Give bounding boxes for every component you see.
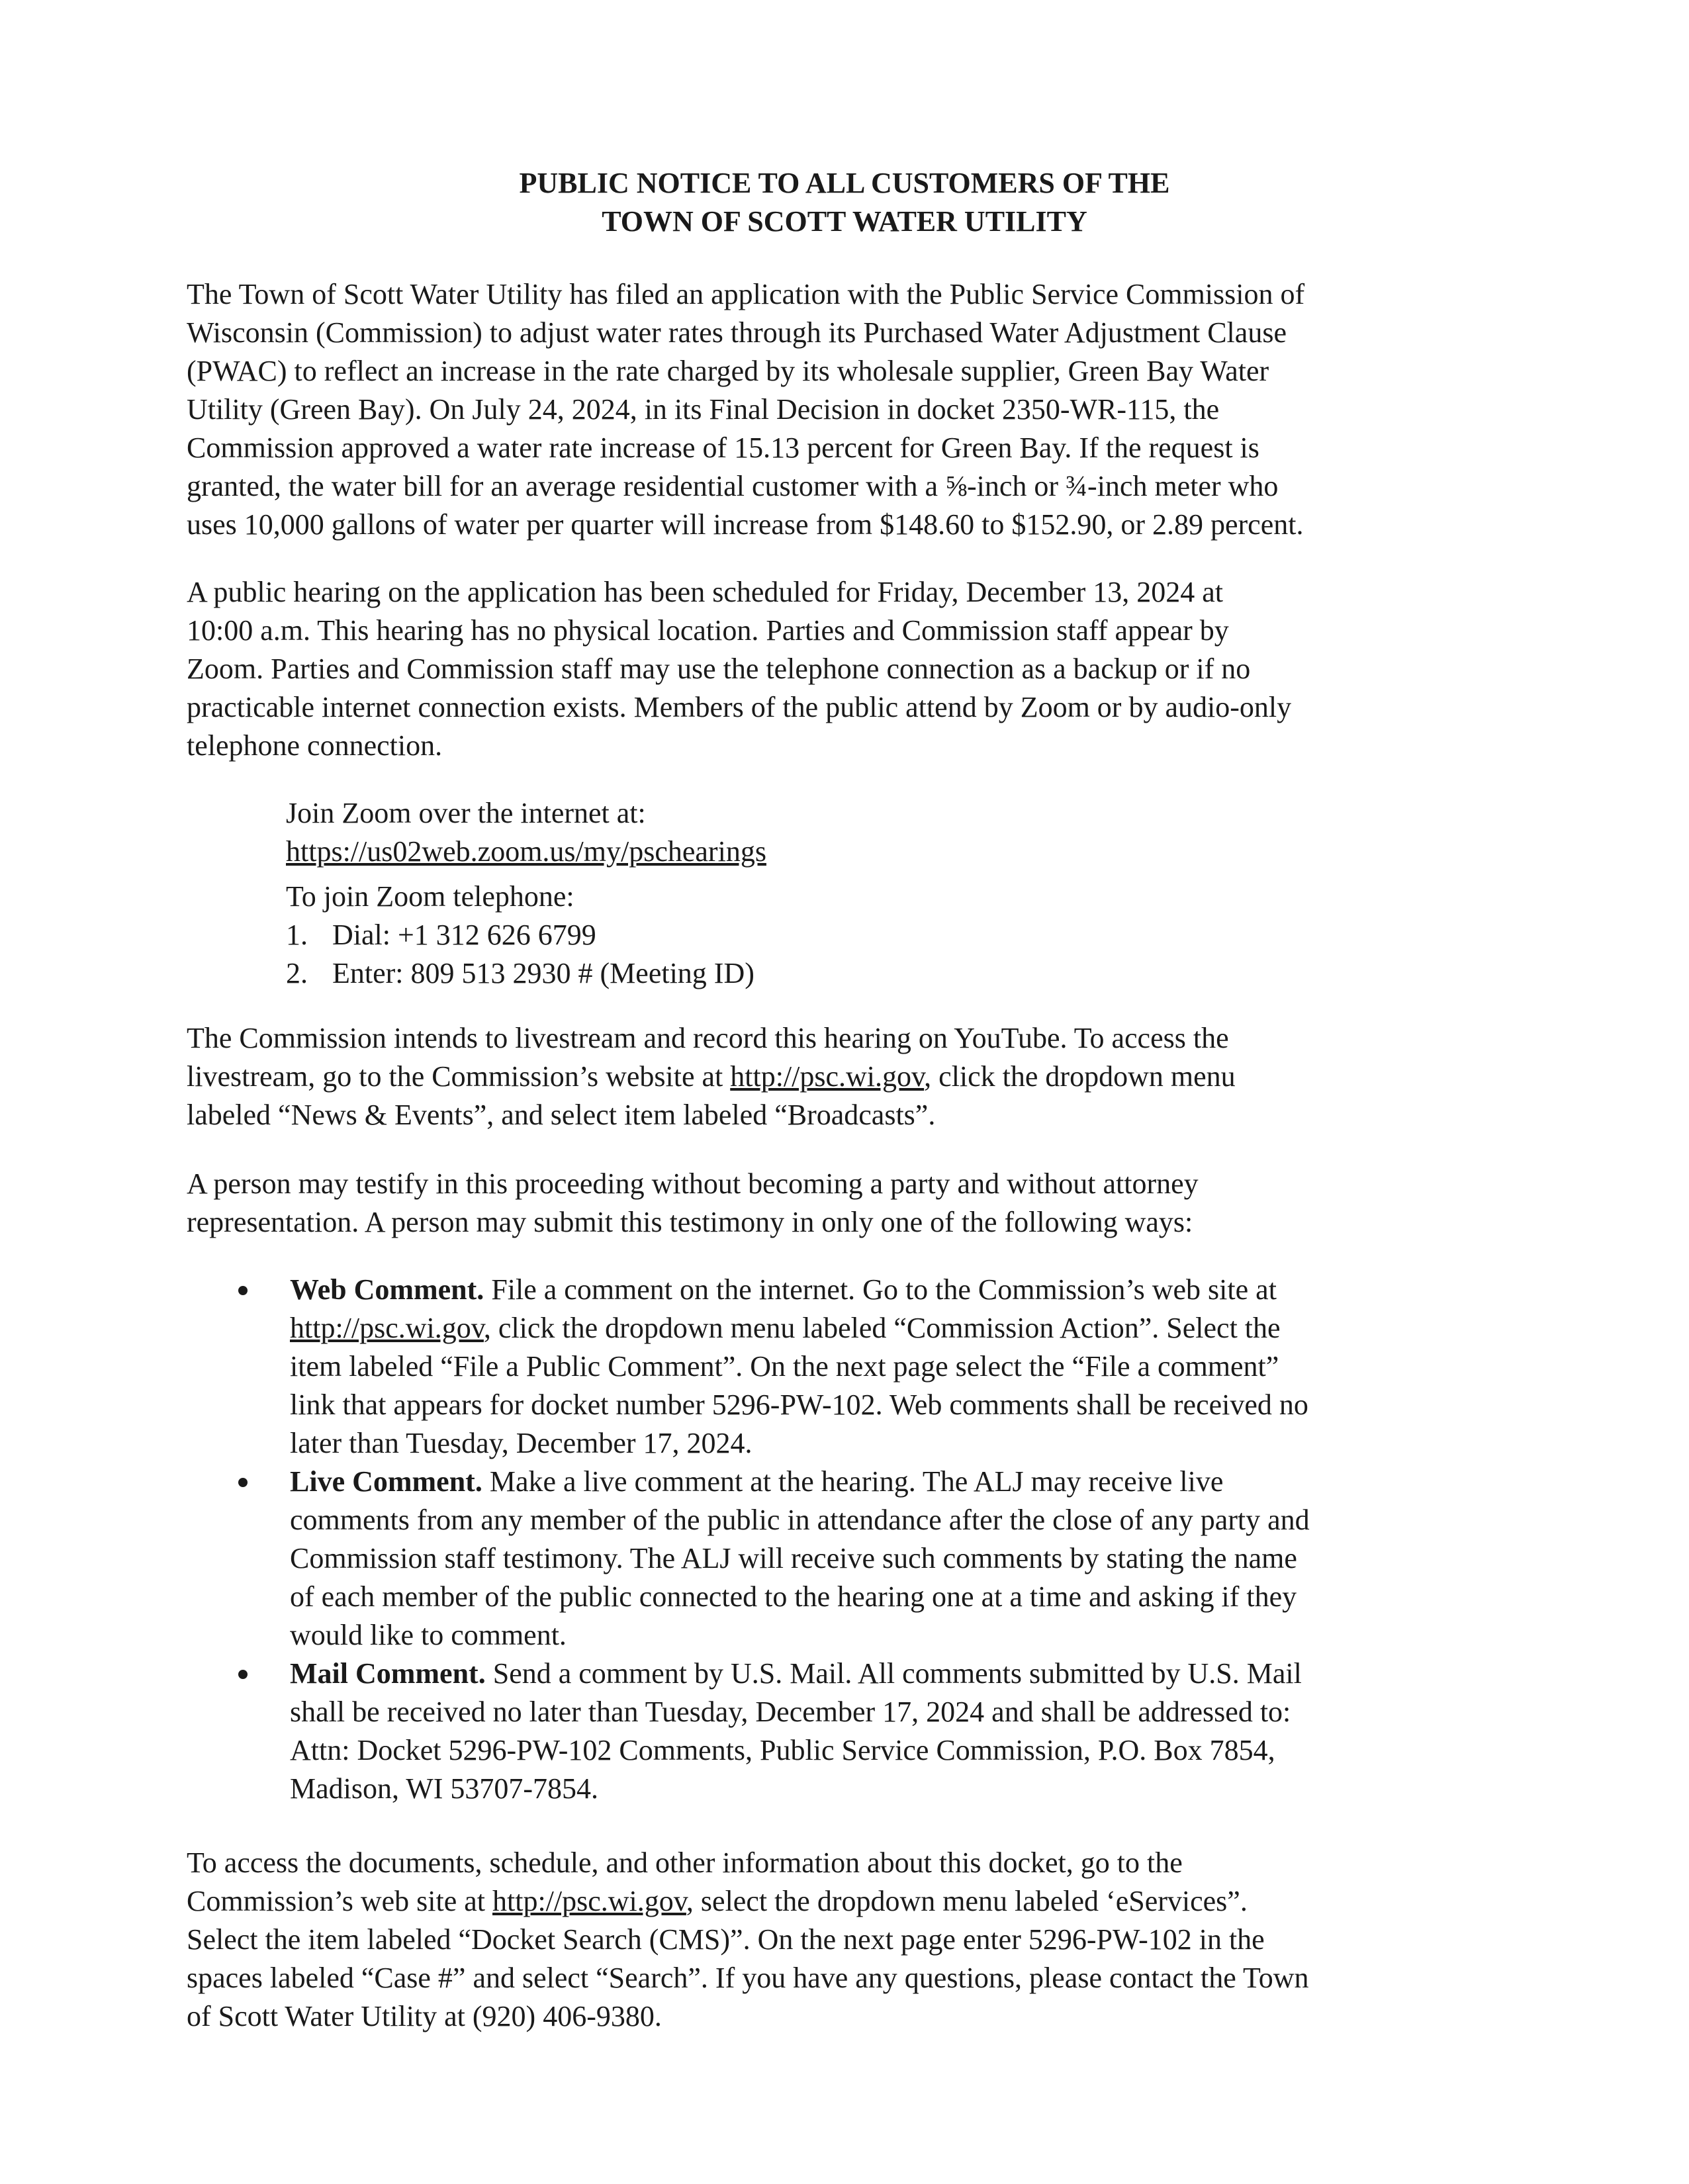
list-item-live-comment: [236, 1463, 1493, 1655]
zoom-internet-block: [286, 794, 1477, 871]
text-line: (PWAC) to reflect an increase in the rate charged by its wholesale supplier, Green Bay Water: [187, 355, 1269, 387]
bullet-label: Web Comment.: [290, 1273, 484, 1306]
text-line: practicable internet connection exists. Members of the public attend by Zoom or by audio-only: [187, 691, 1292, 723]
text-line: telephone connection.: [187, 729, 443, 762]
paragraph-application: [187, 275, 1484, 544]
text-line: [187, 1882, 1484, 1921]
text-fragment: , select the dropdown menu labeled ‘eServices”.: [686, 1885, 1248, 1917]
text-line: A person may testify in this proceeding without becoming a party and without attorney: [187, 1167, 1199, 1200]
text-line: A public hearing on the application has been scheduled for Friday, December 13, 2024 at: [187, 576, 1223, 608]
text-fragment: Make a live comment at the hearing. The ALJ may receive live: [482, 1465, 1224, 1498]
text-fragment: File a comment on the internet. Go to the Commission’s web site at: [484, 1273, 1277, 1306]
bullet-label: Live Comment.: [290, 1465, 482, 1498]
enter-step: [286, 954, 1477, 993]
text-fragment: , click the dropdown menu labeled “Commission Action”. Select the: [483, 1312, 1281, 1344]
text-line: Zoom. Parties and Commission staff may use the telephone connection as a backup or if no: [187, 653, 1251, 685]
text-line: uses 10,000 gallons of water per quarter will increase from $148.60 to $152.90, or 2.89 percent.: [187, 508, 1304, 541]
list-item-mail-comment: [236, 1655, 1493, 1808]
zoom-join-link[interactable]: https://us02web.zoom.us/my/pschearings: [286, 835, 766, 868]
paragraph-testify: [187, 1165, 1484, 1242]
zoom-join-label: Join Zoom over the internet at:: [286, 797, 646, 829]
psc-website-link[interactable]: http://psc.wi.gov: [492, 1885, 686, 1917]
psc-website-link[interactable]: http://psc.wi.gov: [730, 1060, 925, 1093]
notice-title: [0, 164, 1689, 241]
text-line: Attn: Docket 5296-PW-102 Comments, Public Service Commission, P.O. Box 7854,: [290, 1734, 1275, 1766]
text-line: Madison, WI 53707-7854.: [290, 1772, 599, 1805]
text-line: of each member of the public connected to the hearing one at a time and asking if they: [290, 1580, 1297, 1613]
psc-website-link[interactable]: http://psc.wi.gov: [290, 1312, 484, 1344]
dial-number: Dial: +1 312 626 6799: [332, 919, 596, 951]
text-line: labeled “News & Events”, and select item labeled “Broadcasts”.: [187, 1099, 936, 1131]
text-line: comments from any member of the public in attendance after the close of any party and: [290, 1504, 1310, 1536]
text-line: representation. A person may submit this testimony in only one of the following ways:: [187, 1206, 1193, 1238]
text-line: Commission approved a water rate increase of 15.13 percent for Green Bay. If the request is: [187, 432, 1259, 464]
text-line: link that appears for docket number 5296-PW-102. Web comments shall be received no: [290, 1388, 1308, 1421]
zoom-phone-label: To join Zoom telephone:: [286, 880, 574, 913]
text-line: item labeled “File a Public Comment”. On the next page select the “File a comment”: [290, 1350, 1279, 1383]
text-fragment: livestream, go to the Commission’s website at: [187, 1060, 731, 1093]
step-number: 1.: [286, 919, 308, 951]
text-line: 10:00 a.m. This hearing has no physical location. Parties and Commission staff appear by: [187, 614, 1229, 647]
text-line: Select the item labeled “Docket Search (CMS)”. On the next page enter 5296-PW-102 in the: [187, 1923, 1265, 1956]
text-line: later than Tuesday, December 17, 2024.: [290, 1427, 753, 1459]
zoom-telephone-block: [286, 878, 1477, 993]
text-line: The Town of Scott Water Utility has filed an application with the Public Service Commission of: [187, 278, 1305, 310]
list-item-web-comment: [236, 1271, 1493, 1463]
text-line: would like to comment.: [290, 1619, 567, 1651]
title-line-2: TOWN OF SCOTT WATER UTILITY: [602, 205, 1087, 238]
text-line: of Scott Water Utility at (920) 406-9380.: [187, 2000, 662, 2032]
text-line: The Commission intends to livestream and record this hearing on YouTube. To access the: [187, 1022, 1229, 1054]
text-line: [187, 1058, 1484, 1096]
text-fragment: Send a comment by U.S. Mail. All comments submitted by U.S. Mail: [485, 1657, 1302, 1690]
bullet-icon: [238, 1286, 248, 1295]
bullet-icon: [238, 1670, 248, 1679]
meeting-id: Enter: 809 513 2930 # (Meeting ID): [332, 957, 754, 989]
bullet-icon: [238, 1478, 248, 1487]
bullet-label: Mail Comment.: [290, 1657, 486, 1690]
text-fragment: Commission’s web site at: [187, 1885, 492, 1917]
text-line: To access the documents, schedule, and other information about this docket, go to the: [187, 1846, 1183, 1879]
paragraph-docket-access: [187, 1844, 1484, 2036]
text-line: Utility (Green Bay). On July 24, 2024, in its Final Decision in docket 2350-WR-115, the: [187, 393, 1220, 426]
text-line: Commission staff testimony. The ALJ will receive such comments by stating the name: [290, 1542, 1297, 1574]
dial-step: [286, 916, 1477, 954]
step-number: 2.: [286, 957, 308, 989]
text-line: granted, the water bill for an average residential customer with a ⅝-inch or ¾-inch meter who: [187, 470, 1279, 502]
text-line: spaces labeled “Case #” and select “Search”. If you have any questions, please contact the Town: [187, 1962, 1309, 1994]
text-line: shall be received no later than Tuesday, December 17, 2024 and shall be addressed to:: [290, 1696, 1291, 1728]
comment-methods-list: [236, 1271, 1493, 1808]
title-line-1: PUBLIC NOTICE TO ALL CUSTOMERS OF THE: [519, 167, 1170, 199]
paragraph-hearing: [187, 573, 1484, 765]
text-fragment: , click the dropdown menu: [924, 1060, 1236, 1093]
paragraph-livestream: [187, 1019, 1484, 1134]
text-line: Wisconsin (Commission) to adjust water rates through its Purchased Water Adjustment Clause: [187, 316, 1287, 349]
